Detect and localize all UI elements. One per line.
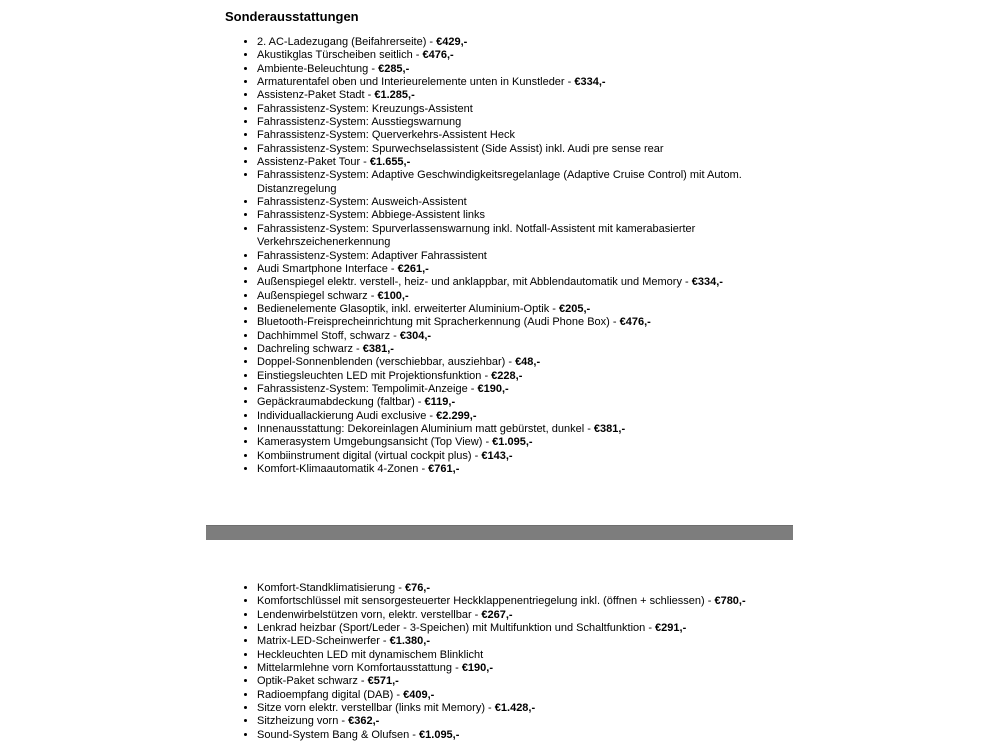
option-list-item xyxy=(257,675,757,688)
option-list-item xyxy=(257,129,757,142)
option-list-item xyxy=(257,582,757,595)
option-price: €1.380,- xyxy=(389,635,431,648)
page-break-separator xyxy=(206,525,793,540)
option-label: Heckleuchten LED mit dynamischem Blinklicht xyxy=(257,648,484,661)
option-price: €190,- xyxy=(461,662,494,675)
option-list-item xyxy=(257,290,757,303)
option-list-item xyxy=(257,662,757,675)
option-label: Lenkrad heizbar (Sport/Leder - 3-Speichen) mit Multifunktion und Schaltfunktion - xyxy=(257,622,656,635)
option-price: €100,- xyxy=(377,289,409,302)
option-label: Innenausstattung: Dekoreinlagen Aluminium matt gebürstet, dunkel - xyxy=(257,422,594,435)
option-label: Fahrassistenz-System: Spurwechselassistent (Side Assist) inkl. Audi pre sense rear xyxy=(257,142,664,155)
option-label: Individuallackierung Audi exclusive - xyxy=(257,409,437,422)
option-label: 2. AC-Ladezugang (Beifahrerseite) - xyxy=(257,36,437,48)
option-list-item xyxy=(257,729,757,742)
options-list-page-1 xyxy=(240,36,757,476)
option-price: €429,- xyxy=(436,36,468,48)
option-label: Außenspiegel elektr. verstell-, heiz- und anklappbar, mit Abblendautomatik und Memory - xyxy=(257,276,692,289)
option-price: €476,- xyxy=(619,316,651,329)
option-label: Sitzheizung vorn - xyxy=(257,715,349,728)
option-label: Armaturentafel oben und Interieurelemente unten in Kunstleder - xyxy=(257,76,575,89)
option-list-item xyxy=(257,383,757,396)
option-price: €1.095,- xyxy=(492,436,533,449)
option-list-item xyxy=(257,276,757,289)
option-price: €1.655,- xyxy=(369,156,411,169)
option-list-item xyxy=(257,156,757,169)
option-list-item xyxy=(257,143,757,156)
option-price: €1.285,- xyxy=(374,89,415,102)
option-list-item xyxy=(257,410,757,423)
options-list-page-2 xyxy=(240,582,757,742)
option-label: Fahrassistenz-System: Spurverlassenswarnung inkl. Notfall-Assistent mit kamerabasierter Verkehrszeichenerkennung xyxy=(257,222,696,249)
option-list-item xyxy=(257,423,757,436)
option-list-item xyxy=(257,356,757,369)
option-list-item xyxy=(257,330,757,343)
option-price: €304,- xyxy=(399,329,432,342)
option-label: Matrix-LED-Scheinwerfer - xyxy=(257,635,390,648)
option-label: Mittelarmlehne vorn Komfortausstattung - xyxy=(257,662,462,675)
option-label: Assistenz-Paket Tour - xyxy=(257,156,370,169)
option-price: €76,- xyxy=(404,582,431,594)
option-label: Sitze vorn elektr. verstellbar (links mit Memory) - xyxy=(257,702,495,715)
option-price: €381,- xyxy=(362,342,394,355)
option-label: Fahrassistenz-System: Ausstiegswarnung xyxy=(257,116,462,129)
option-list-item xyxy=(257,689,757,702)
option-list-item xyxy=(257,89,757,102)
option-list-item xyxy=(257,116,757,129)
option-list-item xyxy=(257,316,757,329)
option-label: Kamerasystem Umgebungsansicht (Top View) - xyxy=(257,436,493,449)
option-price: €362,- xyxy=(348,715,380,728)
option-list-item xyxy=(257,76,757,89)
option-label: Radioempfang digital (DAB) - xyxy=(257,688,404,701)
option-label: Sound-System Bang & Olufsen - xyxy=(257,728,420,741)
option-label: Assistenz-Paket Stadt - xyxy=(257,89,375,102)
option-price: €381,- xyxy=(593,422,626,435)
option-list-item xyxy=(257,263,757,276)
page-title: Sonderausstattungen xyxy=(225,9,359,24)
option-label: Ambiente-Beleuchtung - xyxy=(257,62,379,75)
option-list-item xyxy=(257,303,757,316)
option-price: €2.299,- xyxy=(436,409,477,422)
option-label: Fahrassistenz-System: Adaptiver Fahrassistent xyxy=(257,249,487,262)
option-label: Bedienelemente Glasoptik, inkl. erweiterter Aluminium-Optik - xyxy=(257,302,560,315)
option-list-item xyxy=(257,396,757,409)
option-list-item xyxy=(257,635,757,648)
option-price: €409,- xyxy=(403,688,435,701)
option-price: €476,- xyxy=(422,49,454,62)
option-price: €285,- xyxy=(378,62,410,75)
option-list-item xyxy=(257,223,757,250)
option-list-item xyxy=(257,196,757,209)
option-label: Audi Smartphone Interface - xyxy=(257,262,398,275)
option-price: €228,- xyxy=(491,369,523,382)
option-list-item xyxy=(257,649,757,662)
option-label: Doppel-Sonnenblenden (verschiebbar, ausziehbar) - xyxy=(257,356,516,369)
option-list-item xyxy=(257,702,757,715)
option-label: Außenspiegel schwarz - xyxy=(257,289,378,302)
option-label: Fahrassistenz-System: Abbiege-Assistent links xyxy=(257,209,486,222)
option-list-item xyxy=(257,250,757,263)
option-label: Fahrassistenz-System: Querverkehrs-Assistent Heck xyxy=(257,129,515,142)
option-label: Komfortschlüssel mit sensorgesteuerter Heckklappenentriegelung inkl. (öffnen + schliessen) - xyxy=(257,595,715,608)
option-list-item xyxy=(257,436,757,449)
option-price: €205,- xyxy=(559,302,591,315)
option-label: Dachhimmel Stoff, schwarz - xyxy=(257,329,400,342)
option-list-item xyxy=(257,715,757,728)
option-list-item xyxy=(257,36,757,49)
option-price: €1.428,- xyxy=(494,702,536,715)
option-price: €48,- xyxy=(515,356,541,369)
option-list-item xyxy=(257,609,757,622)
option-list-item xyxy=(257,622,757,635)
option-list-item xyxy=(257,463,757,476)
option-price: €267,- xyxy=(481,608,513,621)
option-label: Gepäckraumabdeckung (faltbar) - xyxy=(257,396,425,409)
option-price: €1.095,- xyxy=(419,728,460,741)
option-label: Fahrassistenz-System: Kreuzungs-Assistent xyxy=(257,102,473,115)
option-label: Lendenwirbelstützen vorn, elektr. verstellbar - xyxy=(257,608,482,621)
option-label: Einstiegsleuchten LED mit Projektionsfunktion - xyxy=(257,369,492,382)
option-price: €261,- xyxy=(397,262,429,275)
option-price: €190,- xyxy=(477,382,509,395)
option-label: Komfort-Klimaautomatik 4-Zonen - xyxy=(257,463,429,475)
option-price: €334,- xyxy=(691,276,723,289)
option-price: €143,- xyxy=(481,449,513,462)
option-label: Bluetooth-Freisprecheinrichtung mit Spracherkennung (Audi Phone Box) - xyxy=(257,316,620,329)
option-label: Fahrassistenz-System: Tempolimit-Anzeige - xyxy=(257,382,478,395)
option-list-item xyxy=(257,49,757,62)
option-label: Komfort-Standklimatisierung - xyxy=(257,582,405,594)
option-label: Dachreling schwarz - xyxy=(257,342,363,355)
option-price: €291,- xyxy=(655,622,687,635)
option-list-item xyxy=(257,370,757,383)
option-price: €761,- xyxy=(428,463,460,475)
option-label: Optik-Paket schwarz - xyxy=(257,675,368,688)
option-list-item xyxy=(257,169,757,196)
option-label: Kombiinstrument digital (virtual cockpit plus) - xyxy=(257,449,482,462)
option-list-item xyxy=(257,103,757,116)
option-label: Fahrassistenz-System: Ausweich-Assistent xyxy=(257,196,467,209)
option-list-item xyxy=(257,343,757,356)
option-list-item xyxy=(257,595,757,608)
option-label: Akustikglas Türscheiben seitlich - xyxy=(257,49,423,62)
option-list-item xyxy=(257,63,757,76)
option-price: €119,- xyxy=(424,396,456,409)
option-price: €780,- xyxy=(714,595,746,608)
option-label: Fahrassistenz-System: Adaptive Geschwindigkeitsregelanlage (Adaptive Cruise Control) mit Autom. Distanzregelung xyxy=(257,169,742,195)
option-price: €334,- xyxy=(574,76,606,89)
option-list-item xyxy=(257,209,757,222)
option-list-item xyxy=(257,450,757,463)
option-price: €571,- xyxy=(367,675,399,688)
